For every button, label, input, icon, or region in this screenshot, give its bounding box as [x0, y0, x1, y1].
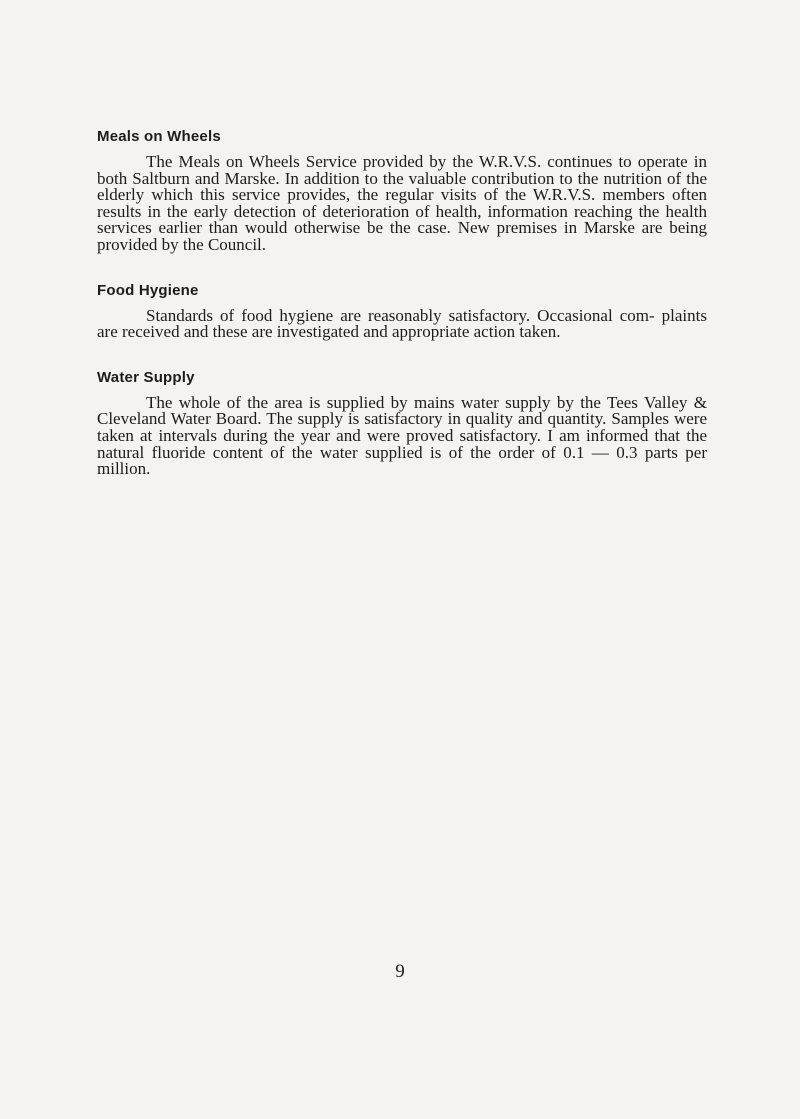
section-meals-on-wheels	[97, 128, 707, 254]
section-paragraph: The whole of the area is supplied by mains water supply by the Tees Valley & Cleveland Water Board. The supply is satisfactory in quality and quantity. Samples were taken at intervals during the year and were proved satisfactory. I am informed that the natural fluoride content of the water supplied is of the order of 0.1 — 0.3 parts per million.	[97, 392, 707, 479]
section-water-supply	[97, 369, 707, 478]
section-paragraph: Standards of food hygiene are reasonably satisfactory. Occasional com- plaints are received and these are investigated and appropriate action taken.	[97, 305, 707, 342]
section-paragraph: The Meals on Wheels Service provided by the W.R.V.S. continues to operate in both Saltburn and Marske. In addition to the valuable contribution to the nutrition of the elderly which this service provides, the regular visits of the W.R.V.S. members often results in the early detection of deterioration of health, information reaching the health services earlier than would otherwise be the case. New premises in Marske are being provided by the Council.	[97, 152, 707, 254]
page-number: 9	[395, 961, 405, 982]
section-heading: Meals on Wheels	[97, 128, 221, 145]
section-heading: Water Supply	[97, 368, 195, 386]
section-heading: Food Hygiene	[97, 281, 199, 299]
section-food-hygiene	[97, 282, 707, 341]
document-page	[97, 128, 707, 478]
